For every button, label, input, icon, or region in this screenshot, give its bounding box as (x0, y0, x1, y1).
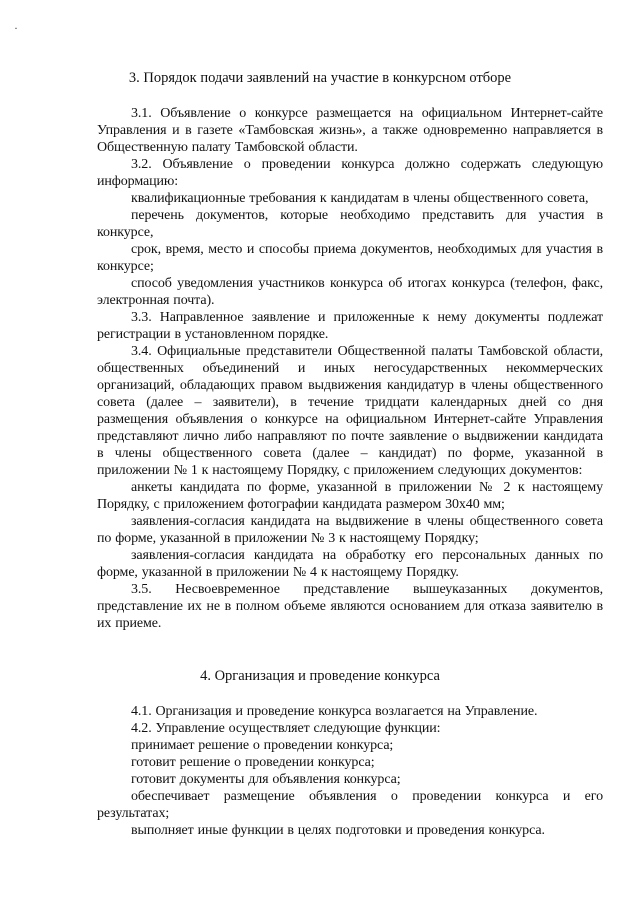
section-3-body (97, 105, 603, 632)
section4-paragraph: принимает решение о проведении конкурса; (131, 738, 394, 753)
section3-paragraph: 3.1. Объявление о конкурсе размещается на официальном Интернет-сайте Управления и в газете «Тамбовская жизнь», а также одновременно направляется в Общественную палату Тамбовской области. (97, 106, 603, 155)
section4-paragraph: готовит решение о проведении конкурса; (131, 755, 375, 770)
section3-paragraph: 3.2. Объявление о проведении конкурса должно содержать следующую информацию: (97, 157, 603, 189)
section3-paragraph: 3.5. Несвоевременное представление вышеуказанных документов, представление их не в полном объеме являются основанием для отказа заявителю в их приеме. (97, 582, 603, 631)
section3-paragraph: способ уведомления участников конкурса об итогах конкурса (телефон, факс, электронная почта). (97, 276, 603, 308)
section4-paragraph: 4.2. Управление осуществляет следующие функции: (131, 721, 441, 736)
section3-paragraph: заявления-согласия кандидата на выдвижение в члены общественного совета по форме, указанной в приложении № 3 к настоящему Порядку; (97, 514, 603, 546)
section4-paragraph: обеспечивает размещение объявления о проведении конкурса и его результатах; (97, 789, 603, 821)
section4-paragraph: 4.1. Организация и проведение конкурса возлагается на Управление. (131, 704, 538, 719)
section-4-heading: 4. Организация и проведение конкурса (200, 668, 440, 684)
scan-dot-mark: · (14, 21, 18, 35)
section-4-body (97, 703, 603, 839)
section4-paragraph: выполняет иные функции в целях подготовки и проведения конкурса. (131, 823, 545, 838)
section3-paragraph: перечень документов, которые необходимо представить для участия в конкурсе, (97, 208, 603, 240)
section-3-heading: 3. Порядок подачи заявлений на участие в конкурсном отборе (128, 70, 512, 86)
section3-paragraph: квалификационные требования к кандидатам в члены общественного совета, (131, 191, 589, 206)
section3-paragraph: 3.4. Официальные представители Общественной палаты Тамбовской области, общественных объединений и иных негосударственных некоммерческих организаций, обладающих правом выдвижения кандидатур в члены общественного совета (далее – заявители), в течение тридцати календарных дней со дня размещения объявления о конкурсе на официальном Интернет-сайте Управления представляют лично либо направляют по почте заявление о выдвижении кандидата в члены общественного совета (далее – кандидат) по форме, указанной в приложении № 1 к настоящему Порядку, с приложением следующих документов: (97, 344, 603, 478)
section3-paragraph: 3.3. Направленное заявление и приложенные к нему документы подлежат регистрации в установленном порядке. (97, 310, 603, 342)
section3-paragraph: заявления-согласия кандидата на обработку его персональных данных по форме, указанной в приложении № 4 к настоящему Порядку. (97, 548, 603, 580)
section3-paragraph: анкеты кандидата по форме, указанной в приложении № 2 к настоящему Порядку, с приложением фотографии кандидата размером 30х40 мм; (97, 480, 603, 512)
section4-paragraph: готовит документы для объявления конкурса; (131, 772, 401, 787)
section3-paragraph: срок, время, место и способы приема документов, необходимых для участия в конкурсе; (97, 242, 603, 274)
